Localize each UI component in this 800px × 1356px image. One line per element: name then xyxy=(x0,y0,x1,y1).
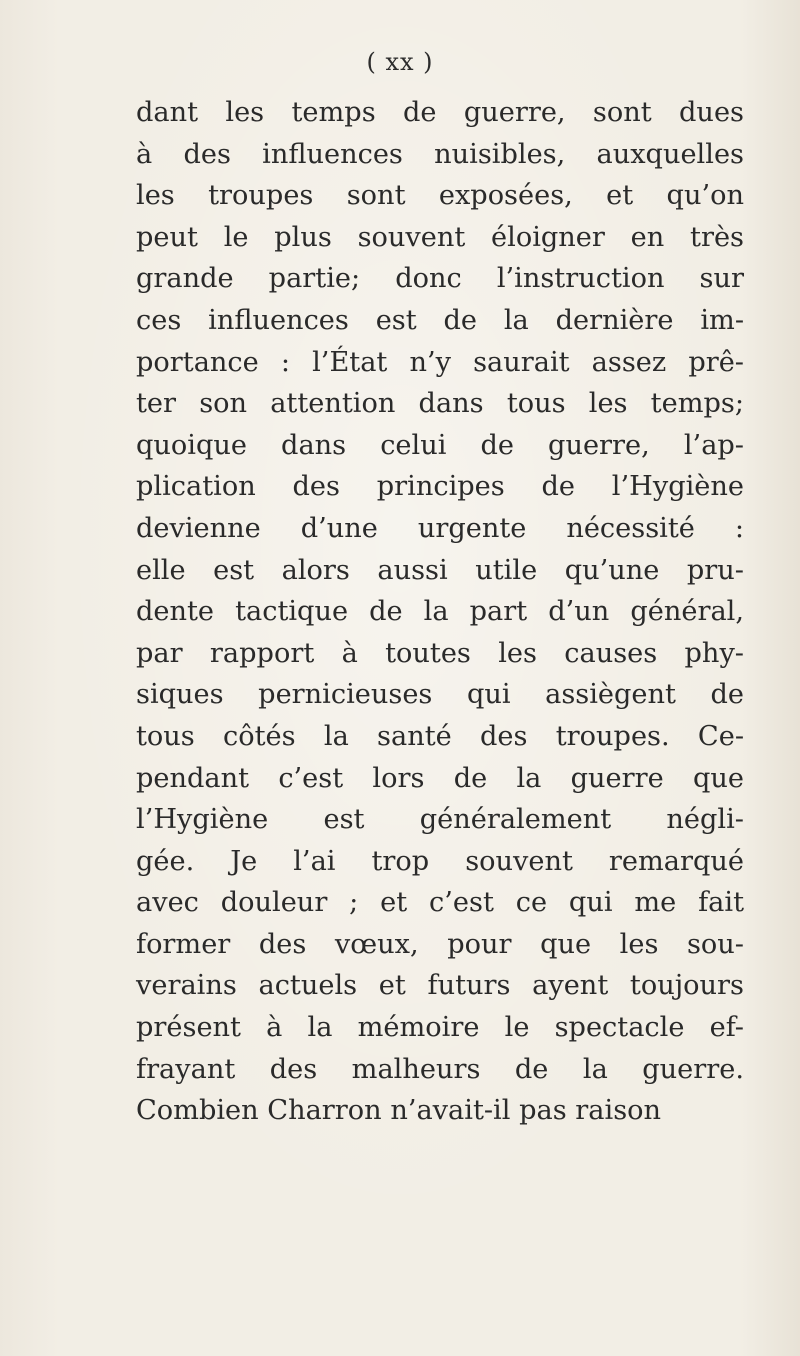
text-line: grande partie; donc l’instruction sur xyxy=(136,263,744,295)
text-line: devienne d’une urgente nécessité : xyxy=(136,512,744,544)
text-line: à des influences nuisibles, auxquelles xyxy=(136,138,744,170)
text-line: Combien Charron n’avait-il pas raison xyxy=(136,1095,662,1127)
text-line: tous côtés la santé des troupes. Ce- xyxy=(136,720,744,752)
text-line: présent à la mémoire le spectacle ef- xyxy=(136,1012,744,1044)
text-line: gée. Je l’ai trop souvent remarqué xyxy=(136,845,744,877)
text-line: ces influences est de la dernière im- xyxy=(136,304,744,336)
text-line: ter son attention dans tous les temps; xyxy=(136,388,744,420)
text-line: quoique dans celui de guerre, l’ap- xyxy=(136,429,744,461)
text-line: verains actuels et futurs ayent toujours xyxy=(136,970,744,1002)
page-number: ( xx ) xyxy=(366,48,434,76)
body-text xyxy=(136,92,744,1132)
text-line: dente tactique de la part d’un général, xyxy=(136,596,744,628)
text-line: former des vœux, pour que les sou- xyxy=(136,928,744,960)
text-line: avec douleur ; et c’est ce qui me fait xyxy=(136,887,744,919)
text-line: l’Hygiène est généralement négli- xyxy=(136,804,744,836)
text-line: siques pernicieuses qui assiègent de xyxy=(136,679,744,711)
text-line: elle est alors aussi utile qu’une pru- xyxy=(136,554,744,586)
text-line: dant les temps de guerre, sont dues xyxy=(136,97,744,128)
text-line: plication des principes de l’Hygiène xyxy=(136,471,744,503)
text-line: les troupes sont exposées, et qu’on xyxy=(136,180,744,212)
text-line: peut le plus souvent éloigner en très xyxy=(136,221,744,253)
text-line: pendant c’est lors de la guerre que xyxy=(136,762,744,794)
text-line: portance : l’État n’y saurait assez prê- xyxy=(136,346,744,378)
text-line: par rapport à toutes les causes phy- xyxy=(136,637,744,669)
text-line: frayant des malheurs de la guerre. xyxy=(136,1053,744,1085)
